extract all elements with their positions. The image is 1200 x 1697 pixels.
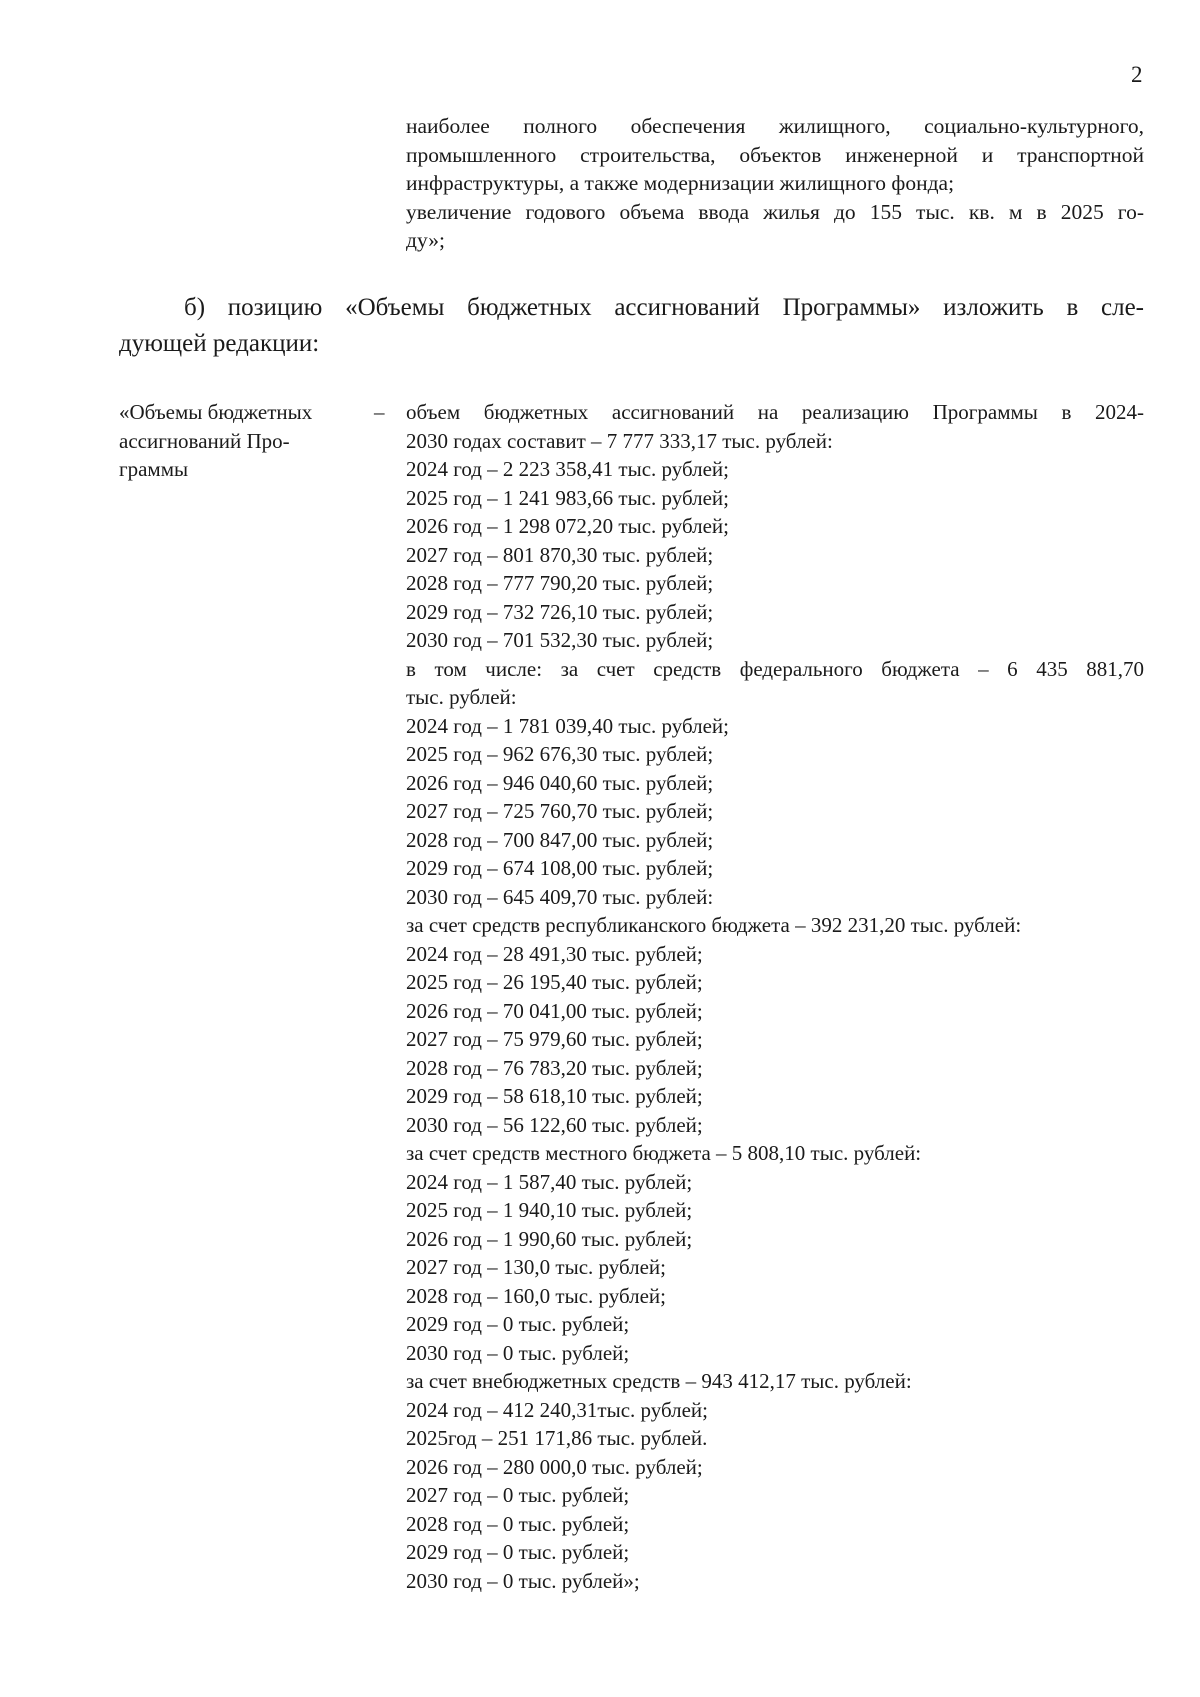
budget-line: за счет средств местного бюджета – 5 808,10 тыс. рублей: — [406, 1141, 922, 1165]
budget-line: в том числе: за счет средств федерального бюджета – 6 435 881,70 — [406, 656, 1144, 681]
budget-line: 2026 год – 70 041,00 тыс. рублей; — [406, 998, 703, 1023]
label-line: «Объемы бюджетных — [119, 400, 313, 424]
budget-line: 2025год – 251 171,86 тыс. рублей. — [406, 1426, 708, 1450]
budget-line: 2028 год – 160,0 тыс. рублей; — [406, 1283, 667, 1308]
amendment-paragraph — [119, 290, 1144, 362]
label-line: граммы — [119, 457, 189, 481]
budget-line: 2028 год – 777 790,20 тыс. рублей; — [406, 571, 714, 595]
budget-line: за счет средств республиканского бюджета – 392 231,20 тыс. рублей: — [406, 913, 1022, 937]
page-number: 2 — [1131, 62, 1143, 87]
passport-dash: – — [374, 400, 385, 424]
budget-line: 2024 год – 2 223 358,41 тыс. рублей; — [406, 457, 730, 481]
budget-allocation-list — [406, 398, 1144, 1595]
amendment-line: дующей редакции: — [119, 330, 320, 357]
budget-line: 2024 год – 28 491,30 тыс. рублей; — [406, 941, 703, 966]
budget-line: 2025 год – 1 940,10 тыс. рублей; — [406, 1198, 693, 1222]
budget-line: 2024 год – 1 781 039,40 тыс. рублей; — [406, 713, 730, 738]
amendment-line: б) позицию «Объемы бюджетных ассигнований Программы» изложить в сле- — [184, 294, 1144, 321]
text-line: инфраструктуры, а также модернизации жилищного фонда; — [406, 171, 955, 195]
budget-line: 2027 год – 75 979,60 тыс. рублей; — [406, 1027, 703, 1051]
budget-line: 2026 год – 946 040,60 тыс. рублей; — [406, 770, 714, 795]
budget-line: тыс. рублей: — [406, 685, 517, 709]
text-line: ду»; — [406, 228, 445, 252]
text-line: наиболее полного обеспечения жилищного, социально-культурного, — [406, 114, 1144, 138]
budget-line: 2029 год – 0 тыс. рублей; — [406, 1540, 630, 1564]
budget-line: 2029 год – 58 618,10 тыс. рублей; — [406, 1084, 703, 1108]
budget-line: 2025 год – 962 676,30 тыс. рублей; — [406, 742, 714, 766]
budget-line: 2028 год – 700 847,00 тыс. рублей; — [406, 827, 714, 852]
budget-line: 2029 год – 674 108,00 тыс. рублей; — [406, 856, 714, 880]
budget-line: 2024 год – 1 587,40 тыс. рублей; — [406, 1169, 693, 1194]
budget-line: за счет внебюджетных средств – 943 412,17 тыс. рублей: — [406, 1369, 912, 1393]
budget-line: 2026 год – 1 990,60 тыс. рублей; — [406, 1226, 693, 1251]
budget-line: 2024 год – 412 240,31тыс. рублей; — [406, 1397, 709, 1422]
budget-line: 2030 год – 701 532,30 тыс. рублей; — [406, 628, 714, 652]
budget-line: объем бюджетных ассигнований на реализацию Программы в 2024- — [406, 400, 1144, 424]
text-line: промышленного строительства, объектов инженерной и транспортной — [406, 142, 1144, 167]
budget-line: 2027 год – 801 870,30 тыс. рублей; — [406, 542, 714, 567]
goal-continuation-text — [406, 112, 1144, 255]
budget-line: 2030 год – 0 тыс. рублей»; — [406, 1568, 640, 1593]
text-line: увеличение годового объема ввода жилья до 155 тыс. кв. м в 2025 го- — [406, 199, 1144, 224]
budget-line: 2026 год – 280 000,0 тыс. рублей; — [406, 1454, 703, 1479]
budget-line: 2030 год – 645 409,70 тыс. рублей: — [406, 884, 714, 909]
budget-line: 2027 год – 130,0 тыс. рублей; — [406, 1255, 667, 1279]
label-line: ассигнований Про- — [119, 428, 290, 453]
budget-line: 2025 год – 1 241 983,66 тыс. рублей; — [406, 485, 730, 510]
budget-line: 2025 год – 26 195,40 тыс. рублей; — [406, 970, 703, 994]
budget-line: 2029 год – 732 726,10 тыс. рублей; — [406, 599, 714, 624]
budget-line: 2026 год – 1 298 072,20 тыс. рублей; — [406, 514, 730, 538]
budget-line: 2028 год – 76 783,20 тыс. рублей; — [406, 1055, 703, 1080]
budget-line: 2027 год – 725 760,70 тыс. рублей; — [406, 799, 714, 823]
budget-line: 2030 годах составит – 7 777 333,17 тыс. рублей: — [406, 428, 833, 453]
budget-line: 2030 год – 56 122,60 тыс. рублей; — [406, 1112, 703, 1137]
budget-line: 2027 год – 0 тыс. рублей; — [406, 1483, 630, 1507]
budget-line: 2029 год – 0 тыс. рублей; — [406, 1312, 630, 1336]
budget-line: 2030 год – 0 тыс. рублей; — [406, 1340, 630, 1365]
passport-position-label — [119, 398, 359, 484]
budget-line: 2028 год – 0 тыс. рублей; — [406, 1511, 630, 1536]
